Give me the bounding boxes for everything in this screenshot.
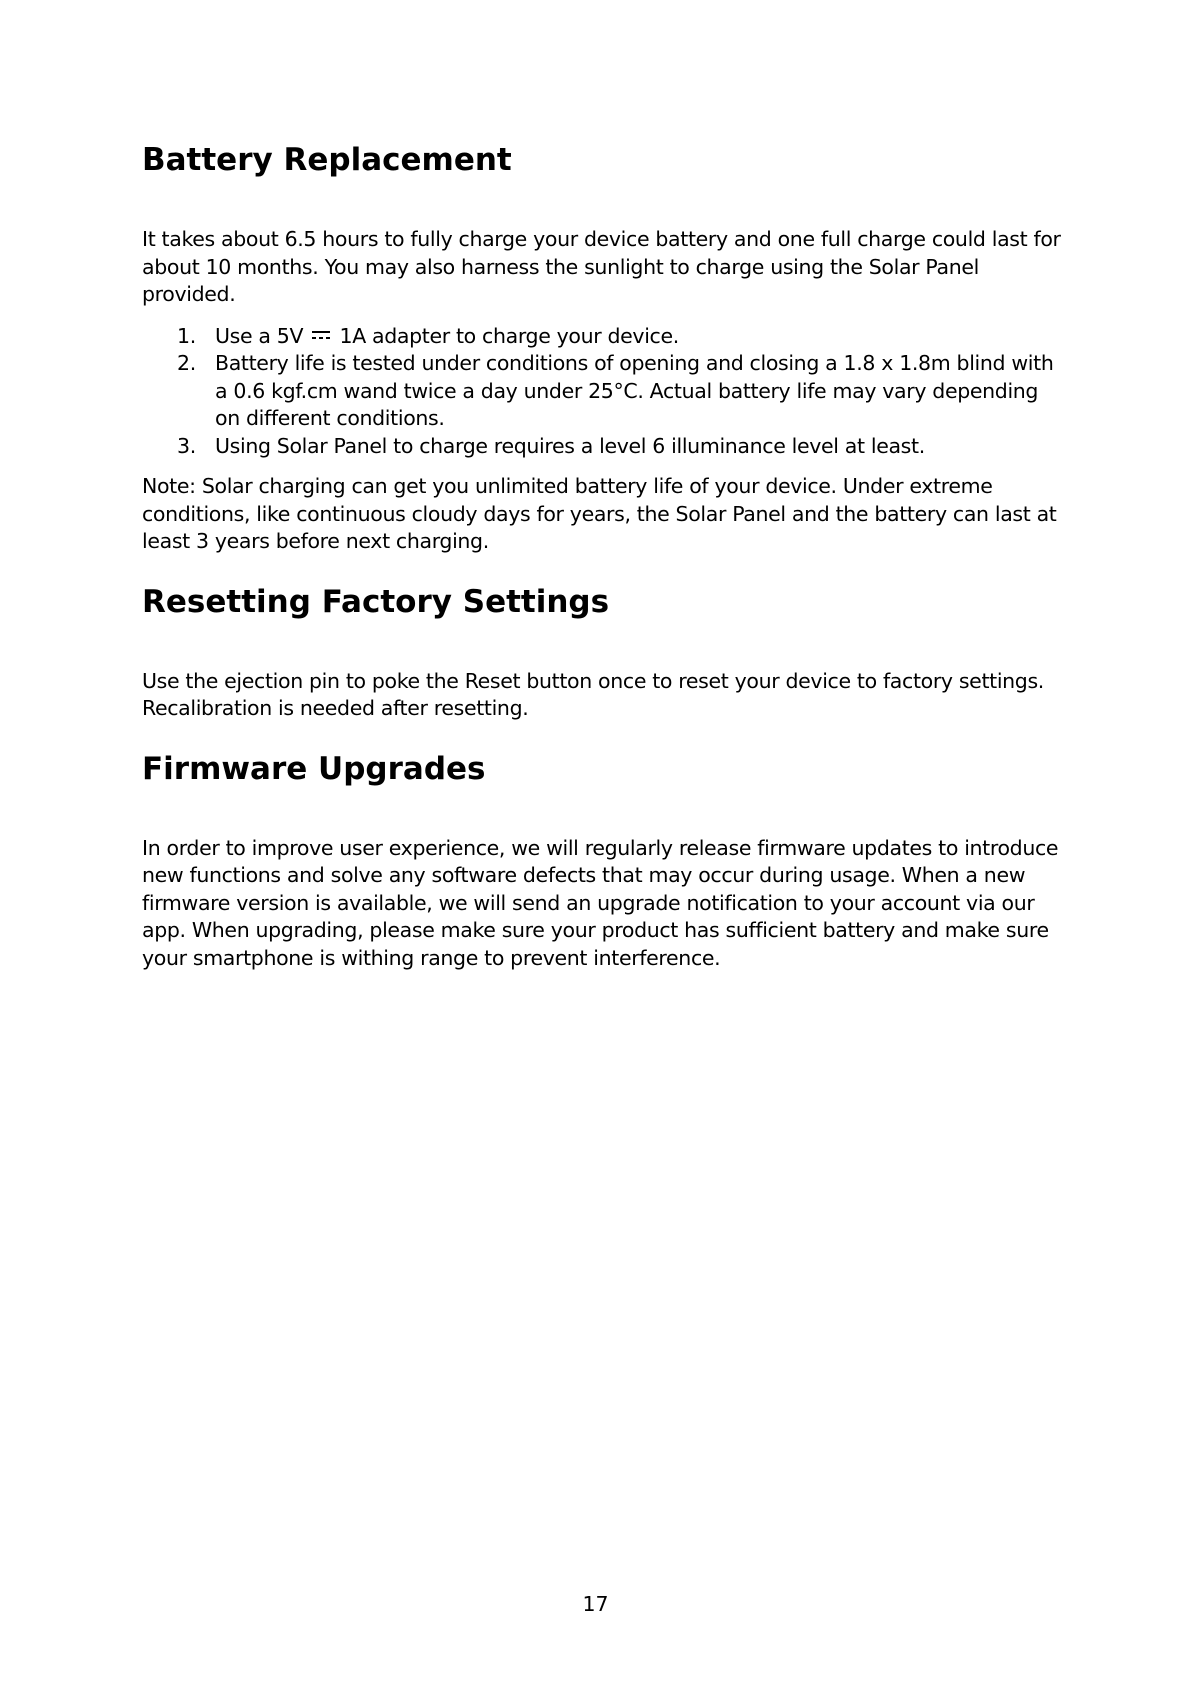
list-item-text: Using Solar Panel to charge requires a level 6 illuminance level at least. (215, 433, 925, 458)
list-item-number: 1. (177, 323, 196, 348)
list-item-text-post: 1A adapter to charge your device. (339, 323, 679, 348)
battery-intro-paragraph: It takes about 6.5 hours to fully charge your device battery and one full charge could last for about 10 months. You may also harness the sunlight to charge using the Solar Panel provided. (142, 227, 1061, 306)
firmware-upgrades-heading: Firmware Upgrades (142, 750, 486, 787)
battery-note-paragraph: Note: Solar charging can get you unlimited battery life of your device. Under extreme conditions, like continuous cloudy days for years, the Solar Panel and the battery can last at least 3 years before next charging. (142, 474, 1057, 553)
page-number: 17 (582, 1592, 609, 1616)
list-item (142, 323, 1062, 351)
list-item (142, 433, 1062, 461)
reset-paragraph: Use the ejection pin to poke the Reset button once to reset your device to factory settings. Recalibration is needed after resetting. (142, 668, 1044, 720)
battery-instructions-list (142, 323, 1062, 461)
list-item (142, 350, 1062, 433)
firmware-paragraph: In order to improve user experience, we will regularly release firmware updates to introduce new functions and solve any software defects that may occur during usage. When a new firmware version is available, we will send an upgrade notification to your account via our app. When upgrading, please make sure your product has sufficient battery and make sure your smartphone is withing range to prevent interference. (142, 835, 1059, 970)
resetting-factory-settings-heading: Resetting Factory Settings (142, 583, 610, 620)
dc-current-icon (312, 331, 330, 341)
page-content (142, 140, 1062, 972)
battery-replacement-heading: Battery Replacement (142, 142, 512, 178)
list-item-text-pre: Use a 5V (215, 323, 304, 348)
list-item-number: 2. (177, 351, 196, 375)
list-item-text: Battery life is tested under conditions of opening and closing a 1.8 x 1.8m blind with a 0.6 kgf.cm wand twice a day under 25°C. Actual battery life may vary depending on different conditions. (215, 351, 1054, 430)
list-item-number: 3. (177, 433, 196, 458)
